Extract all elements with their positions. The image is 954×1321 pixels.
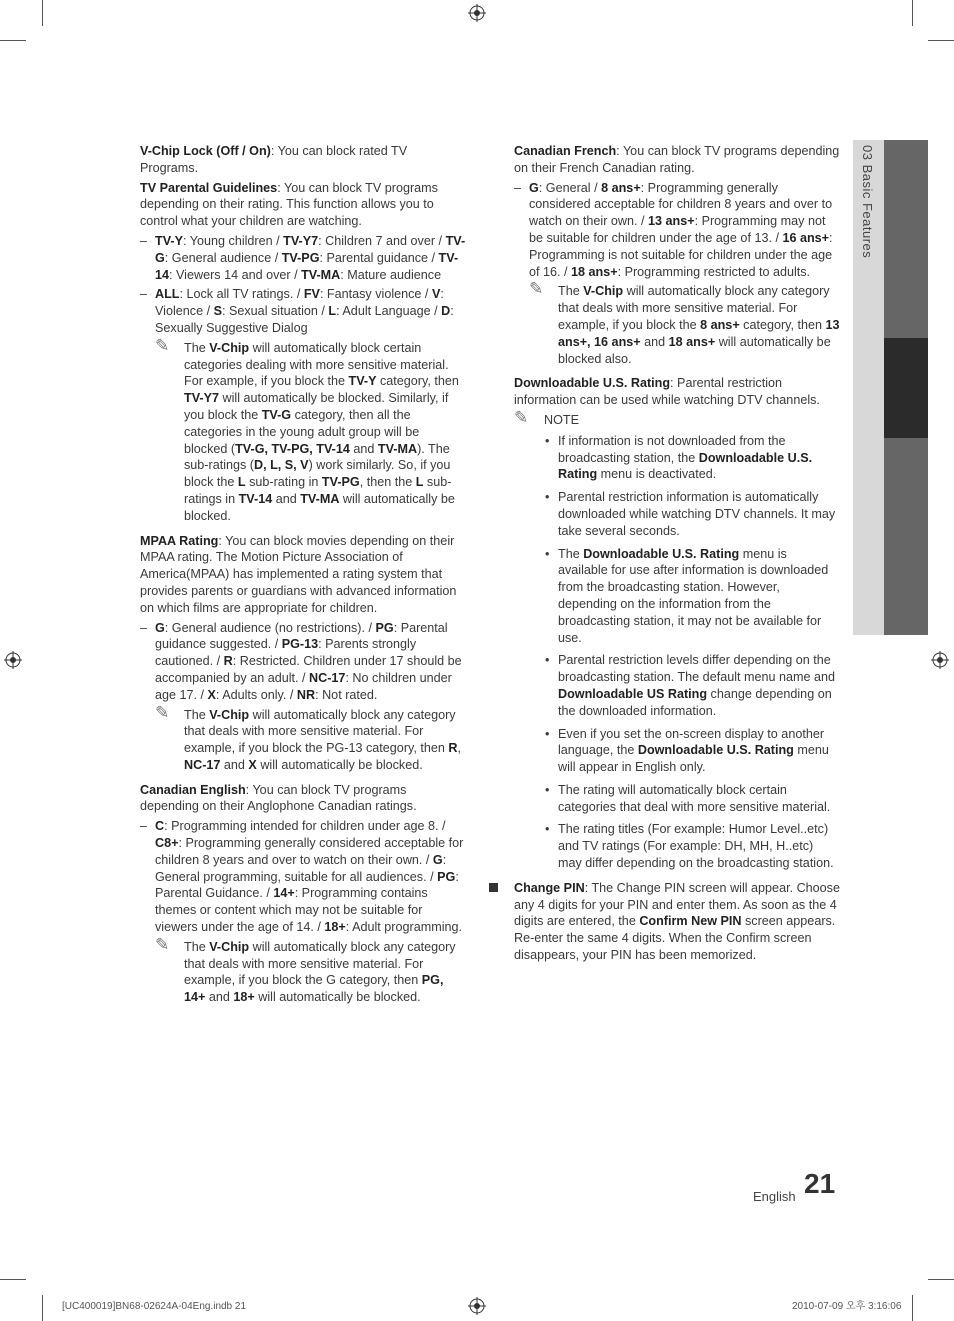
text-run: : Children 7 and over /	[318, 233, 446, 248]
canadian-french-paragraph	[514, 143, 840, 177]
bold-term: TV-Y7	[184, 391, 219, 406]
bold-term: X	[207, 687, 216, 702]
bold-term: TV-14	[155, 250, 459, 282]
bold-term: 18+	[324, 920, 346, 935]
canadian-english-note	[140, 934, 466, 1006]
note-bullet	[514, 821, 840, 871]
text-run: and	[220, 757, 249, 772]
bold-term: G	[529, 180, 539, 195]
registration-mark-icon	[931, 651, 949, 669]
mpaa-note	[140, 702, 466, 774]
bold-term: TV-PG	[281, 250, 320, 265]
tv-subratings-item	[140, 286, 466, 336]
bold-term: S	[213, 304, 222, 319]
downloadable-rating-paragraph	[514, 375, 840, 409]
print-file-info: [UC400019]BN68-02624A-04Eng.indb 21	[62, 1301, 247, 1312]
text-run: menu is deactivated.	[597, 467, 717, 482]
bold-term: PG-13	[281, 637, 319, 652]
text-run: ). The sub-ratings (	[184, 441, 450, 473]
mpaa-ratings-item	[140, 620, 466, 704]
bold-term: C8+	[155, 836, 179, 851]
crop-mark	[912, 1295, 913, 1321]
text-run: : General /	[538, 180, 602, 195]
registration-mark-icon	[468, 1297, 486, 1315]
chapter-label: 03 Basic Features	[859, 145, 875, 259]
text-run: : General programming, suitable for all audiences. /	[155, 852, 447, 884]
text-run: ) work similarly. So, if you block the	[184, 458, 451, 490]
chapter-tab-active-block	[884, 338, 928, 438]
text-run: : Adult Language /	[336, 304, 442, 319]
bold-term: R	[448, 741, 458, 756]
term: V-Chip Lock (Off / On)	[140, 144, 271, 158]
text-run: will automatically be blocked.	[256, 757, 423, 772]
bold-term: L	[237, 475, 246, 490]
bold-term: Downloadable US Rating	[558, 686, 708, 701]
canadian-english-ratings-item	[140, 818, 466, 936]
text-run: : General audience /	[164, 250, 282, 265]
text-run: Parental restriction information is automatically downloaded while watching DTV channels. It may take several seconds.	[558, 490, 836, 538]
tv-parental-paragraph	[140, 180, 466, 230]
text-run: will automatically block certain categories dealing with more sensitive material. For example, if you block the	[184, 340, 449, 389]
bold-term: TV-14	[238, 491, 273, 506]
bold-term: C	[155, 819, 165, 834]
bold-term: Change PIN	[514, 880, 585, 895]
crop-mark	[928, 1279, 954, 1280]
text-run: : Not rated.	[315, 687, 378, 702]
canadian-french-note	[514, 279, 840, 367]
page-number: 21	[804, 1168, 836, 1199]
text-run: Even if you set the on-screen display to another language, the	[558, 726, 825, 758]
text-run: menu is available for use after information is downloaded from the broadcasting station. However, depending on the information from the broadcasting station, it may not be available for use.	[558, 546, 829, 645]
note-bullet	[514, 489, 840, 539]
pencil-note-icon: ✎	[155, 934, 170, 954]
bold-term: NC-17	[184, 757, 221, 772]
note-bullet	[514, 726, 840, 776]
text-run: : Sexual situation /	[221, 304, 329, 319]
bold-term: Downloadable U.S. Rating	[637, 743, 794, 758]
bold-term: V-Chip	[583, 284, 624, 299]
text-run: : Programming contains themes or content which may not be suitable for viewers under the age of 14. /	[155, 886, 428, 935]
crop-mark	[912, 0, 913, 26]
text-run: Parental restriction levels differ depending on the broadcasting station. The default menu name and	[558, 653, 836, 685]
text-run: : Adult programming.	[345, 920, 462, 935]
text-run: category, then all the categories in the young adult group will be blocked (	[184, 407, 420, 456]
text-run: : Lock all TV ratings. /	[179, 287, 304, 302]
text-run: and	[349, 441, 378, 456]
chapter-tab-block	[884, 438, 928, 635]
text-run: and	[640, 334, 669, 349]
bold-term: V-Chip	[209, 707, 250, 722]
bold-term: Confirm New PIN	[639, 914, 742, 929]
bold-term: PG, 14+	[184, 973, 444, 1005]
pencil-note-icon: ✎	[155, 702, 170, 722]
term: Downloadable U.S. Rating	[514, 376, 671, 391]
text-run: If information is not downloaded from the broadcasting station, the	[558, 433, 786, 465]
note-bullet	[514, 433, 840, 483]
text-run: category, then	[739, 317, 826, 332]
text-run: will automatically block any category that deals with more sensitive material. For example, if you block the G category, then	[184, 939, 456, 988]
term: TV Parental Guidelines	[140, 180, 278, 195]
note-text	[184, 340, 466, 525]
crop-mark	[42, 0, 43, 26]
canadian-french-ratings-item	[514, 180, 840, 281]
text-run: will automatically be blocked.	[254, 990, 421, 1005]
change-pin-text	[514, 880, 840, 964]
bold-term: 8 ans+	[601, 180, 641, 195]
text-run: : Programming is not suitable for children under the age of 16. /	[529, 230, 833, 279]
bold-term: G	[432, 852, 443, 867]
text-run: will automatically be blocked also.	[558, 334, 831, 366]
text-run: : Parental guidance /	[319, 250, 439, 265]
text-run: : Programming may not be suitable for children under the age of 13. /	[529, 214, 826, 245]
text-run: The	[184, 707, 210, 722]
note-bullet	[514, 782, 840, 816]
term: Canadian English	[140, 782, 246, 797]
note-label: NOTE	[544, 412, 579, 427]
description: : You can block TV programs depending on their French Canadian rating.	[514, 144, 840, 175]
description: : Parental restriction information can be used while watching DTV channels.	[514, 376, 820, 408]
description: : You can block movies depending on their MPAA rating. The Motion Picture Association of America(MPAA) has implemented a rating system that provides parents or guardians with advanced information on which films are appropriate for children.	[140, 533, 457, 615]
tv-note	[140, 335, 466, 525]
mpaa-paragraph	[140, 533, 466, 617]
crop-mark	[928, 40, 954, 41]
text-run: screen appears. Re-enter the same 4 digits. When the Confirm screen disappears, your PIN has been memorized.	[514, 914, 836, 963]
bold-term: 16 ans+	[782, 230, 830, 245]
text-run: : Sexually Suggestive Dialog	[155, 304, 454, 335]
bold-term: Downloadable U.S. Rating	[558, 450, 813, 482]
text-run: : Viewers 14 and over /	[169, 267, 302, 282]
text-run: : Violence /	[155, 287, 444, 319]
footer-language: English	[753, 1189, 796, 1204]
bold-term: X	[248, 757, 257, 772]
bold-term: V	[431, 287, 441, 302]
description: : You can block TV programs depending on their rating. This function allows you to control what your children are watching.	[140, 180, 438, 229]
term: Canadian French	[514, 144, 617, 158]
bold-term: TV-Y	[348, 374, 377, 389]
bold-term: TV-G	[155, 233, 466, 265]
bold-term: NR	[296, 687, 316, 702]
text-run: : General audience (no restrictions). /	[164, 620, 376, 635]
description: : You can block rated TV Programs.	[140, 144, 408, 175]
note-bullet	[514, 546, 840, 647]
change-pin-section	[514, 880, 840, 964]
chapter-tab-block	[884, 140, 928, 338]
note-text	[184, 707, 466, 774]
pencil-note-icon: ✎	[155, 335, 170, 355]
text-run: : Parental Guidance. /	[155, 869, 459, 901]
text-run: category, then	[376, 374, 459, 389]
text-run: : Mature audience	[340, 267, 442, 282]
vchip-lock-paragraph	[140, 143, 466, 177]
text-run: will automatically be blocked. Similarly, if you block the	[184, 391, 449, 422]
term: MPAA Rating	[140, 533, 219, 548]
bold-term: 13 ans+, 16 ans+	[558, 317, 840, 349]
text-run: : Restricted. Children under 17 should be accompanied by an adult. /	[155, 654, 462, 685]
bold-term: 8 ans+	[700, 317, 740, 332]
text-run: : Young children /	[183, 233, 284, 248]
bold-term: TV-MA	[300, 491, 340, 506]
bold-term: V-Chip	[209, 939, 250, 954]
bold-term: Downloadable U.S. Rating	[583, 546, 740, 561]
text-run: : No children under age 17. /	[155, 670, 452, 702]
print-timestamp: 2010-07-09 오후 3:16:06	[792, 1301, 902, 1312]
text-run: and	[205, 990, 234, 1005]
bold-term: TV-MA	[377, 441, 418, 456]
text-run: will automatically block any category that deals with more sensitive material. For example, if you block the PG-13 category, then	[184, 707, 456, 756]
square-bullet-icon	[489, 883, 498, 892]
text-run: sub-ratings in	[184, 475, 452, 506]
crop-mark	[0, 1279, 26, 1280]
pencil-note-icon: ✎	[514, 407, 529, 427]
registration-mark-icon	[468, 4, 486, 22]
tv-ratings-item	[140, 233, 466, 283]
text-run: : Parental guidance suggested. /	[155, 620, 448, 652]
text-run: and	[272, 491, 301, 506]
bold-term: 18 ans+	[668, 334, 716, 349]
text-run: ,	[457, 741, 461, 756]
bold-term: FV	[303, 287, 320, 302]
canadian-english-paragraph	[140, 782, 466, 816]
bold-term: TV-MA	[301, 267, 341, 282]
bold-term: D, L, S, V	[254, 458, 309, 473]
pencil-note-icon: ✎	[529, 279, 544, 299]
bold-term: 18+	[233, 990, 255, 1005]
text-run: will automatically be blocked.	[184, 491, 455, 523]
bold-term: 13 ans+	[648, 214, 695, 229]
left-column	[140, 143, 466, 1011]
text-run: The	[558, 284, 584, 299]
text-run: The	[558, 546, 584, 561]
text-run: : Programming intended for children under age 8. /	[164, 819, 446, 834]
bold-term: L	[328, 304, 337, 319]
right-column	[514, 143, 840, 964]
text-run: : Fantasy violence /	[319, 287, 432, 302]
bold-term: 18 ans+	[571, 264, 618, 279]
description: : You can block TV programs depending on their Anglophone Canadian ratings.	[140, 782, 417, 814]
text-run: The	[184, 939, 210, 954]
text-run: : Programming generally considered acceptable for children 8 years and over to watch on their own. /	[155, 836, 464, 867]
crop-mark	[42, 1295, 43, 1321]
bold-term: TV-G, TV-PG, TV-14	[235, 441, 350, 456]
text-run: : Programming generally considered acceptable for children 8 years and over to watch on their own. /	[529, 180, 833, 229]
bold-term: TV-Y7	[283, 233, 319, 248]
bold-term: PG	[437, 869, 456, 884]
text-run: will automatically block any category that deals with more sensitive material. For example, if you block the	[558, 284, 830, 332]
text-run: The rating will automatically block certain categories that deal with more sensitive material.	[558, 782, 831, 814]
bold-term: TV-Y	[155, 233, 183, 248]
note-text	[558, 283, 840, 367]
bold-term: G	[155, 620, 165, 635]
text-run: The	[184, 340, 210, 355]
bold-term: 14+	[273, 886, 295, 901]
note-bullet	[514, 652, 840, 719]
bold-term: PG	[375, 620, 394, 635]
text-run: : The Change PIN screen will appear. Choose any 4 digits for your PIN and enter them. As soon as the 4 digits are entered, the	[514, 880, 840, 929]
crop-mark	[0, 40, 26, 41]
text-run: : Adults only. /	[215, 687, 297, 702]
note-text	[184, 939, 466, 1006]
bold-term: V-Chip	[209, 340, 250, 355]
bold-term: NC-17	[309, 670, 346, 685]
bold-term: D	[441, 304, 451, 319]
bold-term: L	[415, 475, 424, 490]
text-run: sub-rating in	[245, 475, 322, 490]
registration-mark-icon	[4, 651, 22, 669]
bold-term: TV-G	[261, 407, 292, 422]
note-header	[514, 407, 840, 429]
text-run: : Programming restricted to adults.	[617, 264, 811, 279]
text-run: , then the	[359, 475, 416, 490]
text-run: change depending on the downloaded information.	[558, 686, 832, 718]
bold-term: TV-PG	[321, 475, 360, 490]
text-run: The rating titles (For example: Humor Level..etc) and TV ratings (For example: DH, MH, H..etc) may differ depending on the broadcasting station.	[558, 822, 834, 871]
text-run: menu will appear in English only.	[558, 743, 829, 775]
bold-term: R	[223, 654, 233, 669]
text-run: : Parents strongly cautioned. /	[155, 637, 417, 669]
bold-term: ALL	[155, 287, 180, 302]
